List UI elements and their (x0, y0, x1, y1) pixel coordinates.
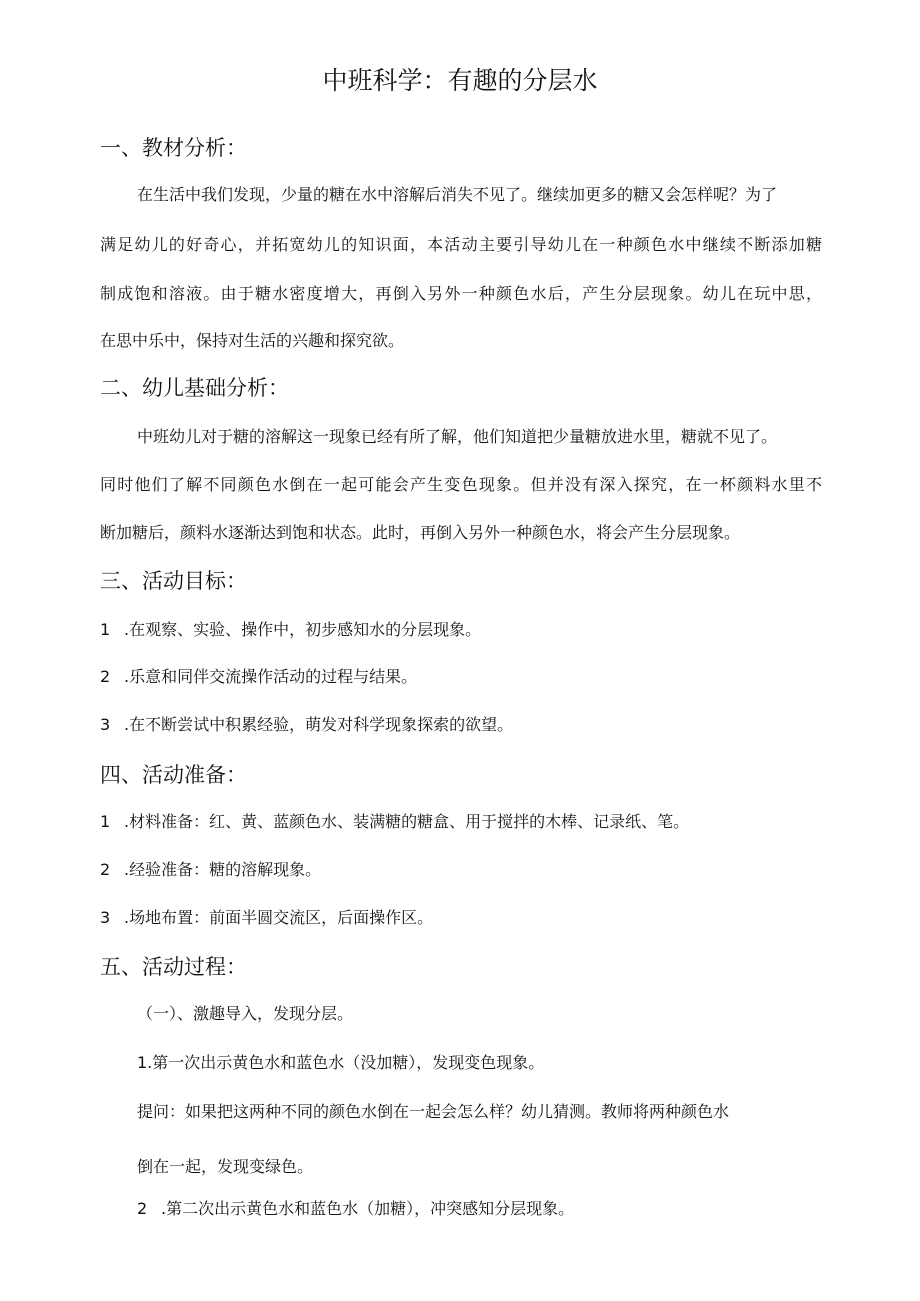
list-item (100, 857, 321, 880)
list-text: .在观察、实验、操作中，初步感知水的分层现象。 (124, 620, 482, 639)
paragraph-line: 在思中乐中，保持对生活的兴趣和探究欲。 (100, 331, 405, 350)
list-text: .材料准备：红、黄、蓝颜色水、装满糖的糖盒、用于搅拌的木棒、记录纸、笔。 (124, 812, 690, 831)
list-text: .场地布置：前面半圆交流区，后面操作区。 (124, 908, 434, 927)
list-item (100, 664, 417, 687)
section-heading-2: 二、幼儿基础分析： (100, 376, 289, 400)
list-text: .乐意和同伴交流操作活动的过程与结果。 (124, 667, 418, 686)
list-item (100, 712, 513, 735)
list-number: 2 (137, 1199, 148, 1218)
list-text: .经验准备：糖的溶解现象。 (124, 860, 322, 879)
section-heading-5: 五、活动过程： (100, 955, 247, 979)
list-text: .在不断尝试中积累经验，萌发对科学现象探索的欲望。 (124, 715, 514, 734)
list-item (100, 617, 481, 640)
paragraph-line: 提问：如果把这两种不同的颜色水倒在一起会怎么样？幼儿猜测。教师将两种颜色水 (137, 1102, 730, 1121)
list-number: 3 (100, 908, 111, 927)
subsection-heading: （一）、激趣导入，发现分层。 (137, 1004, 354, 1023)
list-number: 2 (100, 860, 111, 879)
page-title: 中班科学：有趣的分层水 (322, 66, 598, 95)
list-number: 3 (100, 715, 111, 734)
section-heading-3: 三、活动目标： (100, 569, 247, 593)
section-heading-4: 四、活动准备： (100, 763, 247, 787)
list-item (100, 905, 433, 928)
paragraph-line: 同时他们了解不同颜色水倒在一起可能会产生变色现象。但并没有深入探究，在一杯颜料水里不 (100, 475, 822, 494)
paragraph-line: 满足幼儿的好奇心，并拓宽幼儿的知识面，本活动主要引导幼儿在一种颜色水中继续不断添加糖 (100, 235, 822, 254)
list-number: 1 (100, 812, 111, 831)
list-item (137, 1196, 574, 1219)
paragraph-line: 倒在一起，发现变绿色。 (137, 1157, 314, 1176)
paragraph-line: 断加糖后，颜料水逐渐达到饱和状态。此时，再倒入另外一种颜色水，将会产生分层现象。 (100, 523, 741, 542)
paragraph-line: 在生活中我们发现，少量的糖在水中溶解后消失不见了。继续加更多的糖又会怎样呢？为了 (137, 185, 778, 204)
section-heading-1: 一、教材分析： (100, 136, 247, 160)
list-text: .第二次出示黄色水和蓝色水（加糖），冲突感知分层现象。 (161, 1199, 575, 1218)
list-number: 1 (100, 620, 111, 639)
paragraph-line: 制成饱和溶液。由于糖水密度增大，再倒入另外一种颜色水后，产生分层现象。幼儿在玩中思， (100, 284, 822, 303)
list-number: 2 (100, 667, 111, 686)
list-item (100, 809, 689, 832)
step-line: 1.第一次出示黄色水和蓝色水（没加糖），发现变色现象。 (137, 1053, 545, 1072)
paragraph-line: 中班幼儿对于糖的溶解这一现象已经有所了解，他们知道把少量糖放进水里，糖就不见了。 (137, 427, 778, 446)
